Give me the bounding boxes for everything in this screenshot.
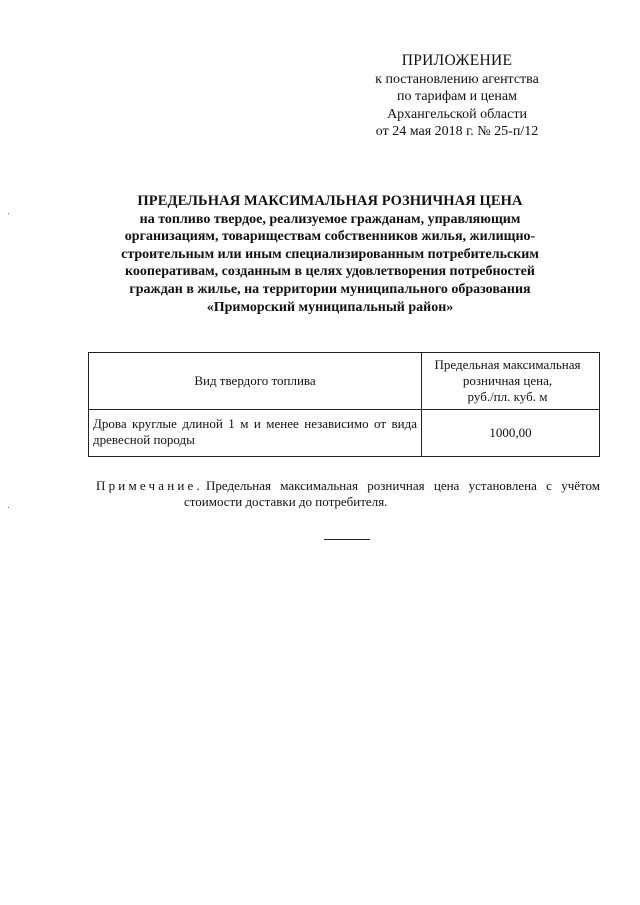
header-price-line: Предельная максимальная [434, 357, 581, 372]
table-row [89, 410, 600, 457]
heading-line: на топливо твердое, реализуемое гражданам, управляющим [139, 211, 521, 227]
heading-title: ПРЕДЕЛЬНАЯ МАКСИМАЛЬНАЯ РОЗНИЧНАЯ ЦЕНА [137, 193, 523, 209]
annex-line: к постановлению агентства [375, 71, 539, 87]
heading-line: строительным или иным специализированным потребительским [121, 246, 539, 262]
scan-speck [8, 507, 9, 508]
price-table [88, 352, 600, 457]
document-heading [100, 193, 560, 316]
header-max-price [422, 353, 600, 410]
heading-line: организациям, товариществам собственников жилья, жилищно- [124, 229, 536, 245]
header-fuel-type: Вид твердого топлива [89, 353, 422, 410]
scan-speck [8, 213, 9, 214]
annex-line: от 24 мая 2018 г. № 25-п/12 [375, 124, 539, 139]
note-label: Примечание. [96, 478, 203, 493]
note-text: Предельная максимальная розничная цена установлена с учётом [205, 478, 600, 493]
heading-line: кооперативам, созданным в целях удовлетворения потребностей [125, 264, 535, 280]
annex-block [340, 52, 574, 141]
table-header-row [89, 353, 600, 410]
annex-line: по тарифам и ценам [397, 89, 517, 104]
note-text-continuation: стоимости доставки до потребителя. [184, 494, 388, 509]
annex-line: Архангельской области [387, 106, 527, 122]
fuel-type-cell: Дрова круглые длиной 1 м и менее независимо от вида древесной породы [89, 410, 422, 457]
end-rule [324, 539, 370, 540]
heading-line: «Приморский муниципальный район» [206, 299, 454, 315]
price-cell: 1000,00 [422, 410, 600, 457]
heading-line: граждан в жилье, на территории муниципального образования [129, 281, 531, 297]
header-price-line: розничная цена, [462, 373, 553, 388]
annex-title: ПРИЛОЖЕНИЕ [401, 52, 513, 69]
note-block [96, 478, 600, 510]
header-price-line: руб./пл. куб. м [467, 389, 548, 404]
note-first-line [96, 478, 600, 494]
